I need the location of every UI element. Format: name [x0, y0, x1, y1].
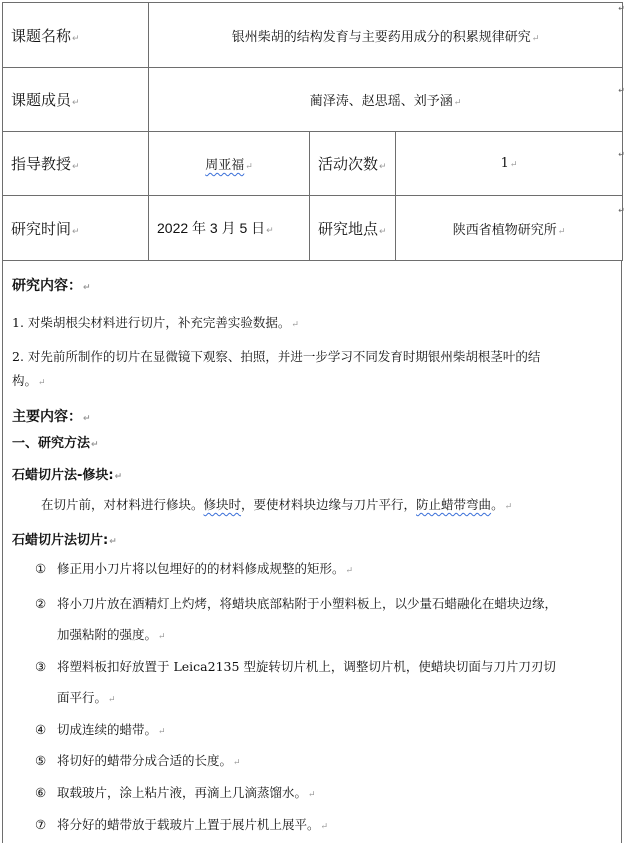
title-value: 银州柴胡的结构发育与主要药用成分的积累规律研究: [231, 29, 531, 45]
step-number: ④: [35, 722, 47, 737]
count-label-cell: 活动次数↵: [310, 132, 396, 196]
sub-heading-trim-text: 石蜡切片法-修块:: [12, 468, 114, 483]
members-value: 蔺泽涛、赵思瑶、刘予涵: [309, 94, 453, 109]
time-value: 2022 年 3 月 5 日: [157, 220, 266, 236]
trim-paragraph: 在切片前，对材料进行修块。修块时，要使材料块边缘与刀片平行，防止蜡带弯曲。↵: [41, 497, 513, 512]
info-table: [2, 2, 623, 261]
time-label: 研究时间: [11, 220, 72, 238]
margin-mark: ↵: [618, 206, 625, 215]
step-item: ④ 切成连续的蜡带。↵: [35, 722, 166, 737]
step-text: 修正用小刀片将以包埋好的的材料修成规整的矩形。: [57, 561, 345, 576]
title-label-cell: 课题名称↵: [3, 3, 149, 68]
margin-mark: ↵: [618, 86, 625, 95]
sub-heading-section-text: 石蜡切片法切片:: [12, 533, 109, 548]
trim-text-a: 在切片前，对材料进行修块。: [41, 497, 204, 512]
step-text: 将切好的蜡带分成合适的长度。: [57, 753, 233, 768]
members-label-cell: 课题成员↵: [3, 68, 149, 132]
sub-heading-section: 石蜡切片法切片:↵: [12, 533, 117, 548]
step-text: 将分好的蜡带放于载玻片上置于展片机上展平。: [57, 817, 320, 832]
research-item-2-line1: 2. 对先前所制作的切片在显微镜下观察、拍照，并进一步学习不同发育时期银州柴胡根茎叶的结: [12, 349, 541, 364]
step-text: 将小刀片放在酒精灯上灼烤，将蜡块底部粘附于小塑料板上，以少量石蜡融化在蜡块边缘，: [57, 596, 558, 611]
table-row-time: [3, 196, 623, 261]
trim-text-b: 修块时: [203, 497, 242, 512]
members-value-cell: 蔺泽涛、赵思瑶、刘予涵↵: [149, 68, 623, 132]
place-label-cell: 研究地点↵: [310, 196, 396, 261]
place-value-cell: 陕西省植物研究所↵: [396, 196, 623, 261]
step-item: [35, 594, 557, 612]
step-item: ⑥ 取载玻片，涂上粘片液，再滴上几滴蒸馏水。↵: [35, 785, 316, 800]
research-item-1: 1. 对柴胡根尖材料进行切片，补充完善实验数据。↵: [12, 315, 299, 330]
trim-text-c: ，要使材料块边缘与刀片平行，: [241, 497, 417, 512]
main-heading-text: 主要内容：: [12, 409, 82, 425]
trim-text-e: 。: [491, 497, 504, 512]
step-number: ②: [35, 596, 47, 611]
step-number: ⑤: [35, 753, 47, 768]
table-row-advisor: [3, 132, 623, 196]
advisor-label-cell: 指导教授↵: [3, 132, 149, 196]
members-label: 课题成员: [11, 92, 72, 109]
content-body: [2, 261, 622, 843]
step-text: 取载玻片，涂上粘片液，再滴上几滴蒸馏水。: [57, 785, 308, 800]
sub-heading-trim: 石蜡切片法-修块:↵: [12, 468, 123, 483]
step-item-cont: 面平行。↵: [57, 690, 116, 705]
step-number: ⑦: [35, 817, 47, 832]
research-item-2: [12, 347, 540, 365]
step-item: [35, 657, 556, 675]
margin-mark: ↵: [618, 150, 625, 159]
step-item-cont: 加强粘附的强度。↵: [57, 627, 166, 642]
research-heading-text: 研究内容：: [12, 278, 82, 294]
margin-mark: ↵: [618, 4, 625, 13]
count-value: 1: [500, 156, 509, 171]
research-item-1-text: 1. 对柴胡根尖材料进行切片，补充完善实验数据。: [12, 315, 291, 330]
step-text: 将塑料板扣好放置于 Leica2135 型旋转切片机上，调整切片机，使蜡块切面与刀片刀刃切: [57, 659, 556, 674]
step-number: ⑥: [35, 785, 47, 800]
place-label: 研究地点: [318, 220, 379, 238]
research-item-2-line2: 构。: [12, 373, 38, 388]
title-value-cell: 银州柴胡的结构发育与主要药用成分的积累规律研究↵: [149, 3, 623, 68]
advisor-value: 周亚福: [205, 158, 245, 173]
step-text-cont: 加强粘附的强度。: [57, 627, 158, 642]
step-item: ⑦ 将分好的蜡带放于载玻片上置于展片机上展平。↵: [35, 817, 329, 832]
place-value: 陕西省植物研究所: [452, 222, 557, 238]
count-label: 活动次数: [318, 156, 379, 173]
step-item: ⑤ 将切好的蜡带分成合适的长度。↵: [35, 753, 241, 768]
section-1-heading: 一、研究方法↵: [12, 436, 99, 451]
section-1-heading-text: 一、研究方法: [12, 436, 91, 451]
advisor-label: 指导教授: [11, 156, 72, 173]
table-row-title: [3, 3, 623, 68]
step-item: ① 修正用小刀片将以包埋好的的材料修成规整的矩形。↵: [35, 561, 354, 576]
time-label-cell: 研究时间↵: [3, 196, 149, 261]
research-item-2-cont: 构。↵: [12, 373, 46, 388]
title-label: 课题名称: [11, 27, 72, 45]
time-value-cell: 2022 年 3 月 5 日↵: [149, 196, 310, 261]
table-row-members: [3, 68, 623, 132]
advisor-value-cell: 周亚福↵: [149, 132, 310, 196]
research-heading: 研究内容：↵: [12, 278, 91, 294]
step-number: ①: [35, 561, 47, 576]
step-number: ③: [35, 659, 47, 674]
count-value-cell: 1↵: [396, 132, 623, 196]
step-text: 切成连续的蜡带。: [57, 722, 158, 737]
trim-text-d: 防止蜡带弯曲: [416, 497, 492, 512]
main-heading: 主要内容：↵: [12, 409, 91, 425]
step-text-cont: 面平行。: [57, 690, 108, 705]
